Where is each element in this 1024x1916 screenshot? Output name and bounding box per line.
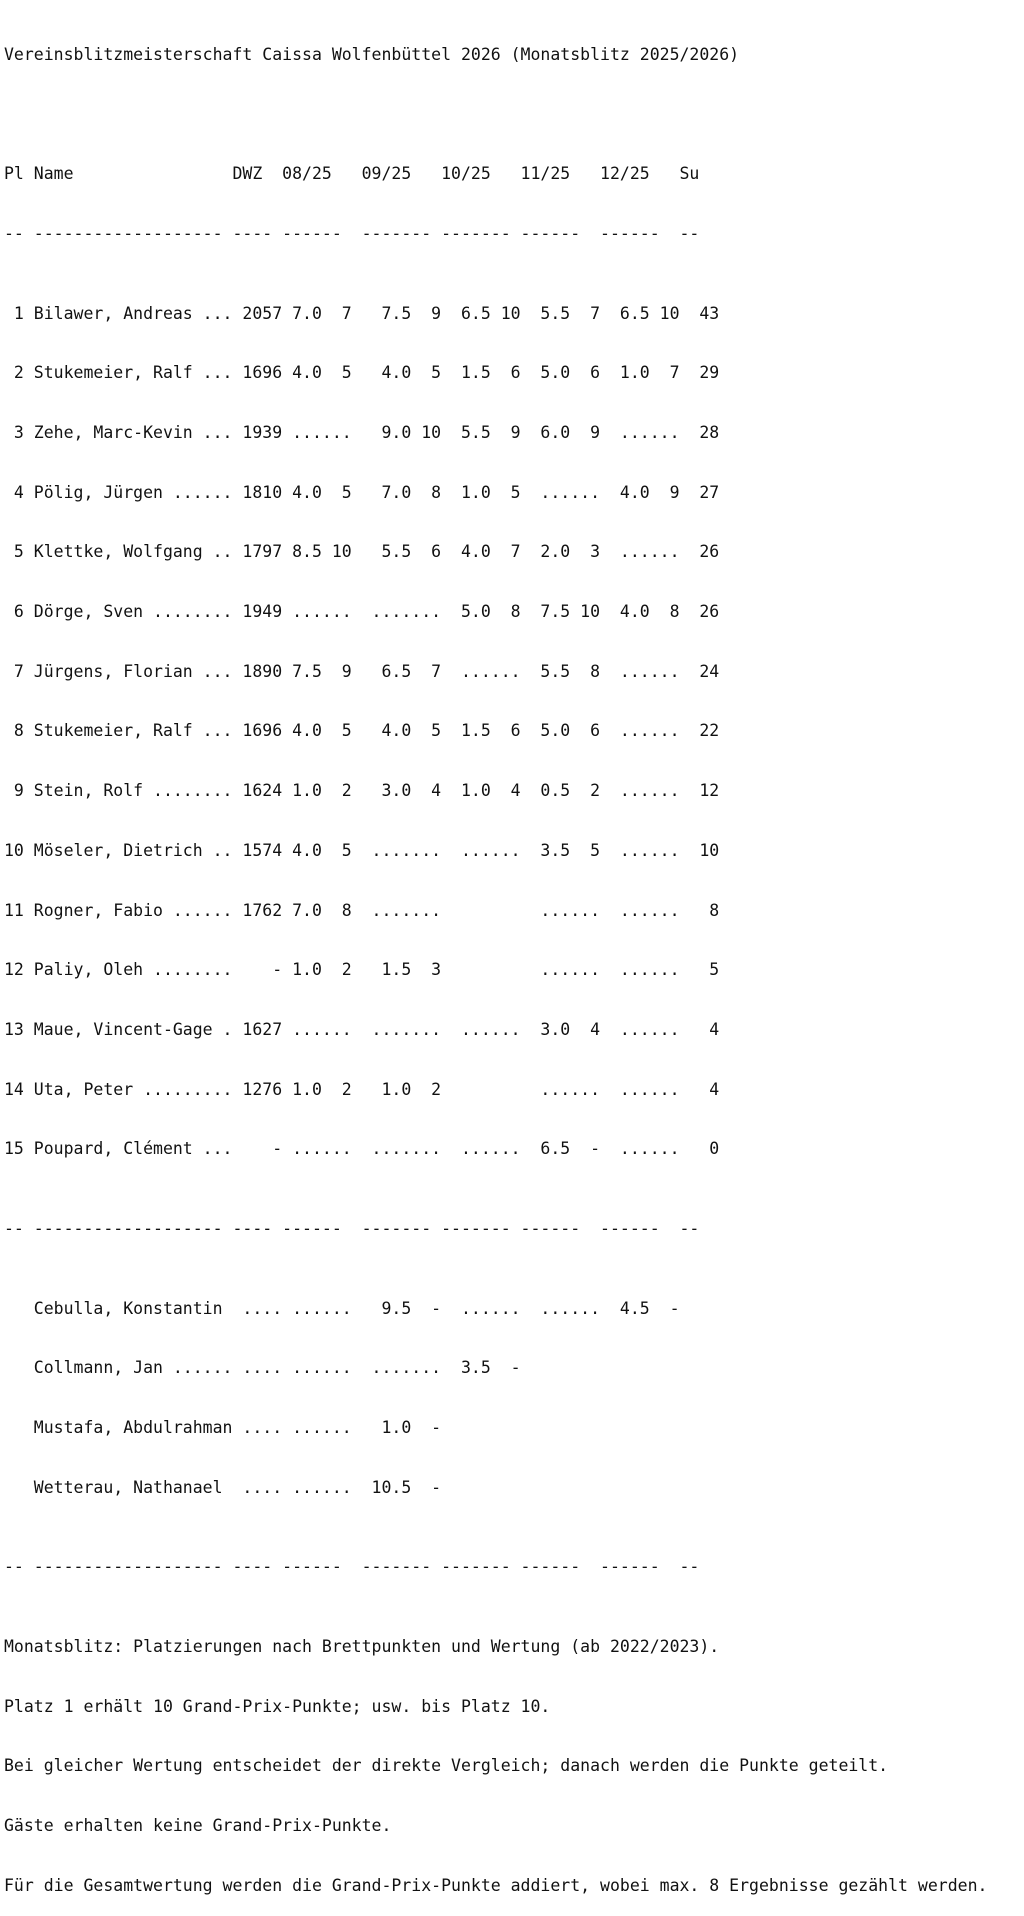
table-row: 10 Möseler, Dietrich .. 1574 4.0 5 ....... ...... 3.5 5 ...... 10 [4,840,720,860]
table-row: 6 Dörge, Sven ........ 1949 ...... ....... 5.0 8 7.5 10 4.0 8 26 [4,602,720,622]
table-separator-top: -- ------------------- ---- ------ ------- ------- ------ ------ -- [4,223,700,243]
guest-row: Collmann, Jan ...... .... ...... ....... 3.5 - [4,1358,521,1378]
standings-document [4,5,987,1916]
guest-row: Wetterau, Nathanael .... ...... 10.5 - [4,1477,442,1497]
table-row: 9 Stein, Rolf ........ 1624 1.0 2 3.0 4 1.0 4 0.5 2 ...... 12 [4,781,720,801]
table-row: 15 Poupard, Clément ... - ...... ....... ...... 6.5 - ...... 0 [4,1139,720,1159]
table-row: 12 Paliy, Oleh ........ - 1.0 2 1.5 3 ...... ...... 5 [4,960,720,980]
note-line: Platz 1 erhält 10 Grand-Prix-Punkte; usw. bis Platz 10. [4,1696,551,1716]
table-row: 8 Stukemeier, Ralf ... 1696 4.0 5 4.0 5 1.5 6 5.0 6 ...... 22 [4,721,720,741]
blank-line [4,105,987,125]
guest-row: Cebulla, Konstantin .... ...... 9.5 - ...... ...... 4.5 - [4,1298,680,1318]
note-line: Gäste erhalten keine Grand-Prix-Punkte. [4,1816,392,1836]
table-separator-bottom: -- ------------------- ---- ------ ------- ------- ------ ------ -- [4,1557,700,1577]
table-row: 5 Klettke, Wolfgang .. 1797 8.5 10 5.5 6 4.0 7 2.0 3 ...... 26 [4,542,720,562]
note-line: Bei gleicher Wertung entscheidet der direkte Vergleich; danach werden die Punkte geteilt. [4,1756,889,1776]
page-title: Vereinsblitzmeisterschaft Caissa Wolfenbüttel 2026 (Monatsblitz 2025/2026) [4,44,740,64]
table-row: 4 Pölig, Jürgen ...... 1810 4.0 5 7.0 8 1.0 5 ...... 4.0 9 27 [4,482,720,502]
table-row: 2 Stukemeier, Ralf ... 1696 4.0 5 4.0 5 1.5 6 5.0 6 1.0 7 29 [4,363,720,383]
note-line: Monatsblitz: Platzierungen nach Brettpunkten und Wertung (ab 2022/2023). [4,1636,720,1656]
table-row: 7 Jürgens, Florian ... 1890 7.5 9 6.5 7 ...... 5.5 8 ...... 24 [4,661,720,681]
table-row: 3 Zehe, Marc-Kevin ... 1939 ...... 9.0 10 5.5 9 6.0 9 ...... 28 [4,422,720,442]
table-row: 1 Bilawer, Andreas ... 2057 7.0 7 7.5 9 6.5 10 5.5 7 6.5 10 43 [4,303,720,323]
table-row: 13 Maue, Vincent-Gage . 1627 ...... ....... ...... 3.0 4 ...... 4 [4,1019,720,1039]
table-row: 14 Uta, Peter ......... 1276 1.0 2 1.0 2 ...... ...... 4 [4,1079,720,1099]
table-separator-mid: -- ------------------- ---- ------ ------- ------- ------ ------ -- [4,1218,700,1238]
table-header: Pl Name DWZ 08/25 09/25 10/25 11/25 12/25 Su [4,164,700,184]
note-line: Für die Gesamtwertung werden die Grand-Prix-Punkte addiert, wobei max. 8 Ergebnisse gezählt werden. [4,1875,988,1895]
table-row: 11 Rogner, Fabio ...... 1762 7.0 8 ....... ...... ...... 8 [4,900,720,920]
guest-row: Mustafa, Abdulrahman .... ...... 1.0 - [4,1418,442,1437]
